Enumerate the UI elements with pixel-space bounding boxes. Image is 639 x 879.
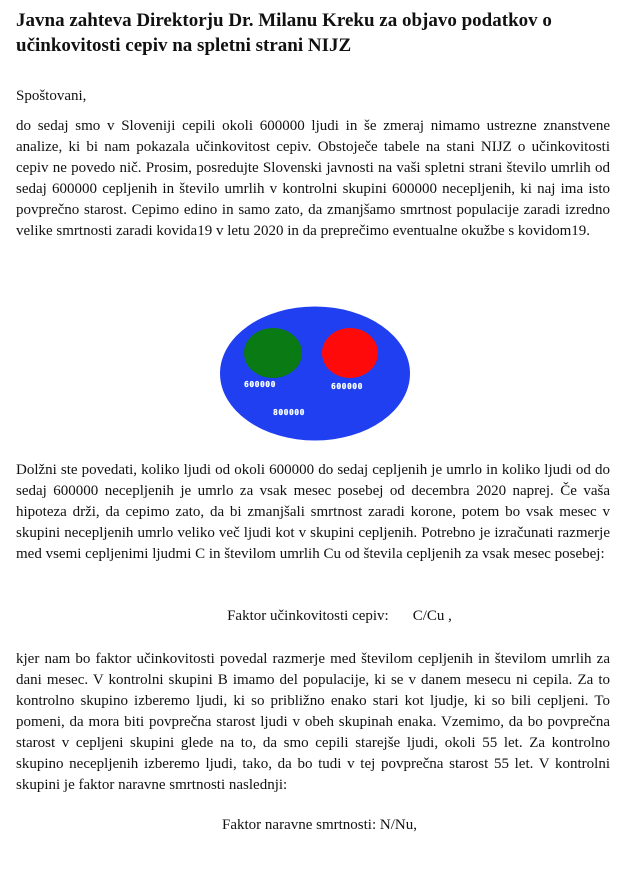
population-diagram xyxy=(219,305,411,442)
document-title: Javna zahteva Direktorju Dr. Milanu Kreku za objavo podatkov o učinkovitosti cepiv na spletni strani NIJZ xyxy=(16,10,552,56)
vaccinated-count-label: 600000 xyxy=(244,380,276,389)
unvaccinated-group-circle xyxy=(322,328,378,378)
paragraph-control-group: kjer nam bo faktor učinkovitosti povedal razmerje med številom cepljenih in številom umrlih za dani mesec. V kontrolni skupini B imamo del populacije, ki se v danem mesecu ni cepila. Za to kontrolno skupino izberemo ljudi, ki so približno enako stari kot ljudje, ki so bili cepljeni. To pomeni, da mora biti povprečna starost ljudi v obeh skupinah enaka. Vzemimo, da bo povprečna starost v cepljeni skupini glede na to, da smo cepili starejše ljudi, okoli 55 let. Za kontrolno skupino necepljenih izberemo ljudi, tako, da bo tudi v tej povprečna starost 55 let. V kontrolni skupini je faktor naravne smrtnosti naslednji: xyxy=(16,651,610,793)
total-count-label: 800000 xyxy=(273,408,305,417)
formula-1-expression: C/Cu , xyxy=(412,608,452,624)
unvaccinated-count-label: 600000 xyxy=(331,382,363,391)
vaccinated-group-circle xyxy=(244,328,302,378)
greeting: Spoštovani, xyxy=(16,88,87,104)
paragraph-intro: do sedaj smo v Sloveniji cepili okoli 600000 ljudi in še zmeraj nimamo ustrezne znanstvene analize, ki bi nam pokazala učinkovitost cepiv. Obstoječe tabele na stani NIJZ o učinkovitosti cepiv ne povedo nič. Prosim, posredujte Slovenski javnosti na vaši spletni strani število umrlih od sedaj 600000 cepljenih in število umrlih v kontrolni skupini 600000 necepljenih, ki naj ima isto povprečno starost. Cepimo edino in samo zato, da zmanjšamo smrtnost populacije zaradi izredno velike smrtnosti zaradi kovida19 v letu 2020 in da preprečimo eventualne okužbe s kovidom19. xyxy=(16,118,610,239)
total-population-ellipse xyxy=(220,307,410,441)
vaccine-efficacy-formula xyxy=(20,606,639,626)
natural-mortality-formula: Faktor naravne smrtnosti: N/Nu, xyxy=(222,817,417,833)
paragraph-request: Dolžni ste povedati, koliko ljudi od okoli 600000 do sedaj cepljenih je umrlo in koliko ljudi od do sedaj 600000 necepljenih je umrlo za vsak mesec posebej od decembra 2020 naprej. Če vaša hipoteza drži, da cepimo zato, da bi zmanjšali smrtnost zaradi korone, potem bo vsak mesec v skupini necepljenih umrlo veliko več ljudi kot v skupini cepljenih. Potrebno je izračunati razmerje med vsemi cepljenimi ljudmi C in številom umrlih Cu od števila cepljenih za vsak mesec posebej: xyxy=(16,462,610,562)
formula-1-label: Faktor učinkovitosti cepiv: xyxy=(227,608,389,624)
